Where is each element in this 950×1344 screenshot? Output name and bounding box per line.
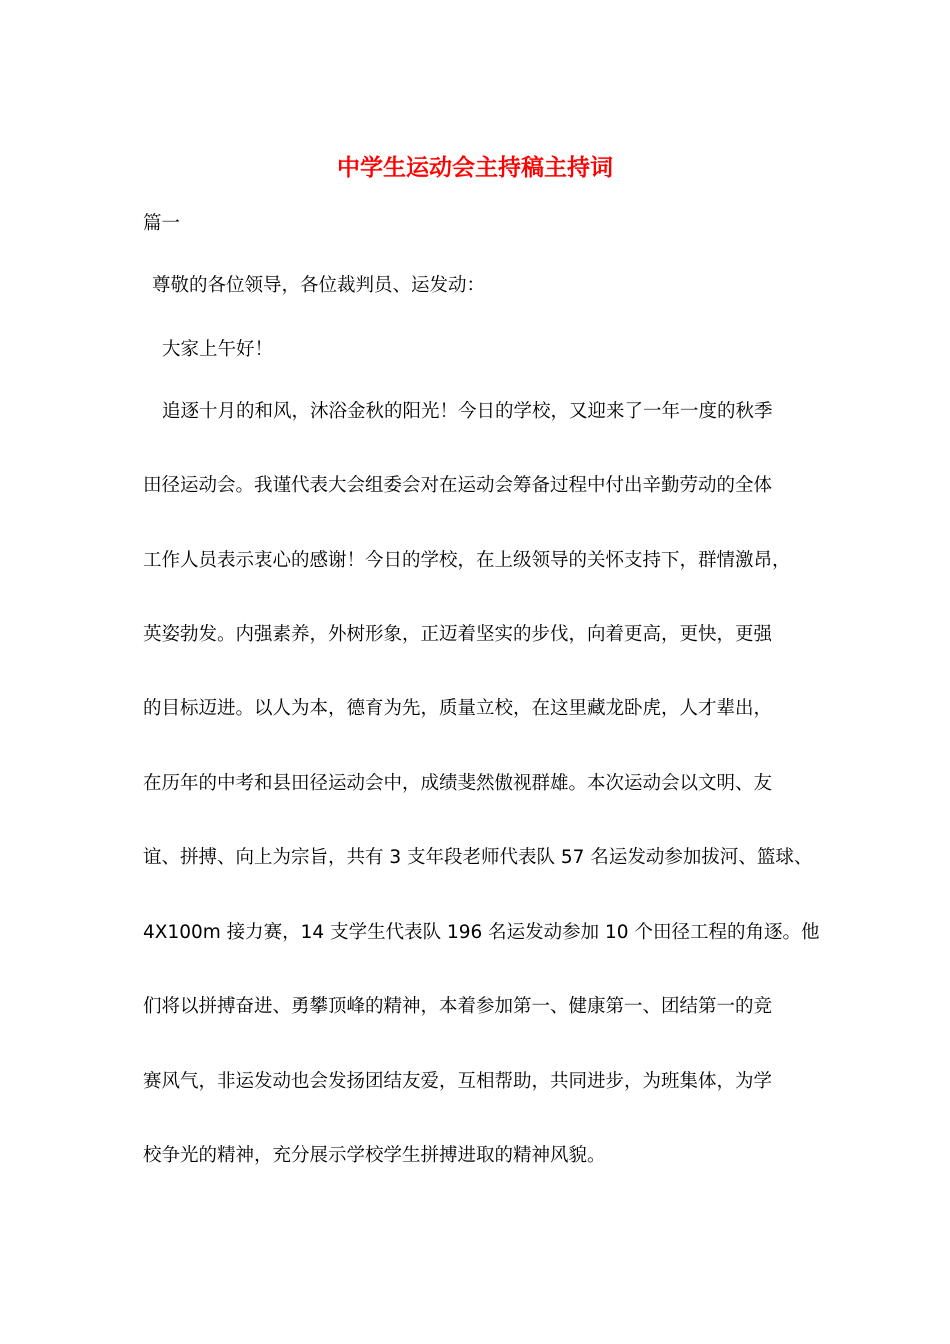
body-line-2: 田径运动会。我谨代表大会组委会对在运动会筹备过程中付出辛勤劳动的全体 [143,475,773,496]
body-line-11: 校争光的精神，充分展示学校学生拼搏进取的精神风貌。 [143,1145,606,1166]
body-line-5: 的目标迈进。以人为本，德育为先，质量立校，在这里藏龙卧虎，人才辈出， [143,698,773,719]
body-line-4: 英姿勃发。内强素养，外树形象，正迈着坚实的步伐，向着更高，更快，更强 [143,624,773,645]
body-line-3: 工作人员表示衷心的感谢！今日的学校，在上级领导的关怀支持下，群情激昂， [143,550,791,571]
body-line-7: 谊、拼搏、向上为宗旨，共有 3 支年段老师代表队 57 名运发动参加拔河、篮球、 [143,847,813,868]
body-line-6: 在历年的中考和县田径运动会中，成绩斐然傲视群雄。本次运动会以文明、友 [143,773,773,794]
salutation: 尊敬的各位领导，各位裁判员、运发动： [152,275,486,296]
body-line-9: 们将以拼搏奋进、勇攀顶峰的精神，本着参加第一、健康第一、团结第一的竞 [143,996,773,1017]
body-line-1: 追逐十月的和风，沐浴金秋的阳光！今日的学校，又迎来了一年一度的秋季 [162,401,773,422]
body-line-8: 4X100m 接力赛，14 支学生代表队 196 名运发动参加 10 个田径工程的角逐。他 [143,922,820,943]
greeting: 大家上午好！ [162,339,274,360]
body-line-10: 赛风气，非运发动也会发扬团结友爱，互相帮助，共同进步，为班集体，为学 [143,1071,773,1092]
section-label: 篇一 [143,213,181,234]
document-title: 中学生运动会主持稿主持词 [337,154,613,181]
